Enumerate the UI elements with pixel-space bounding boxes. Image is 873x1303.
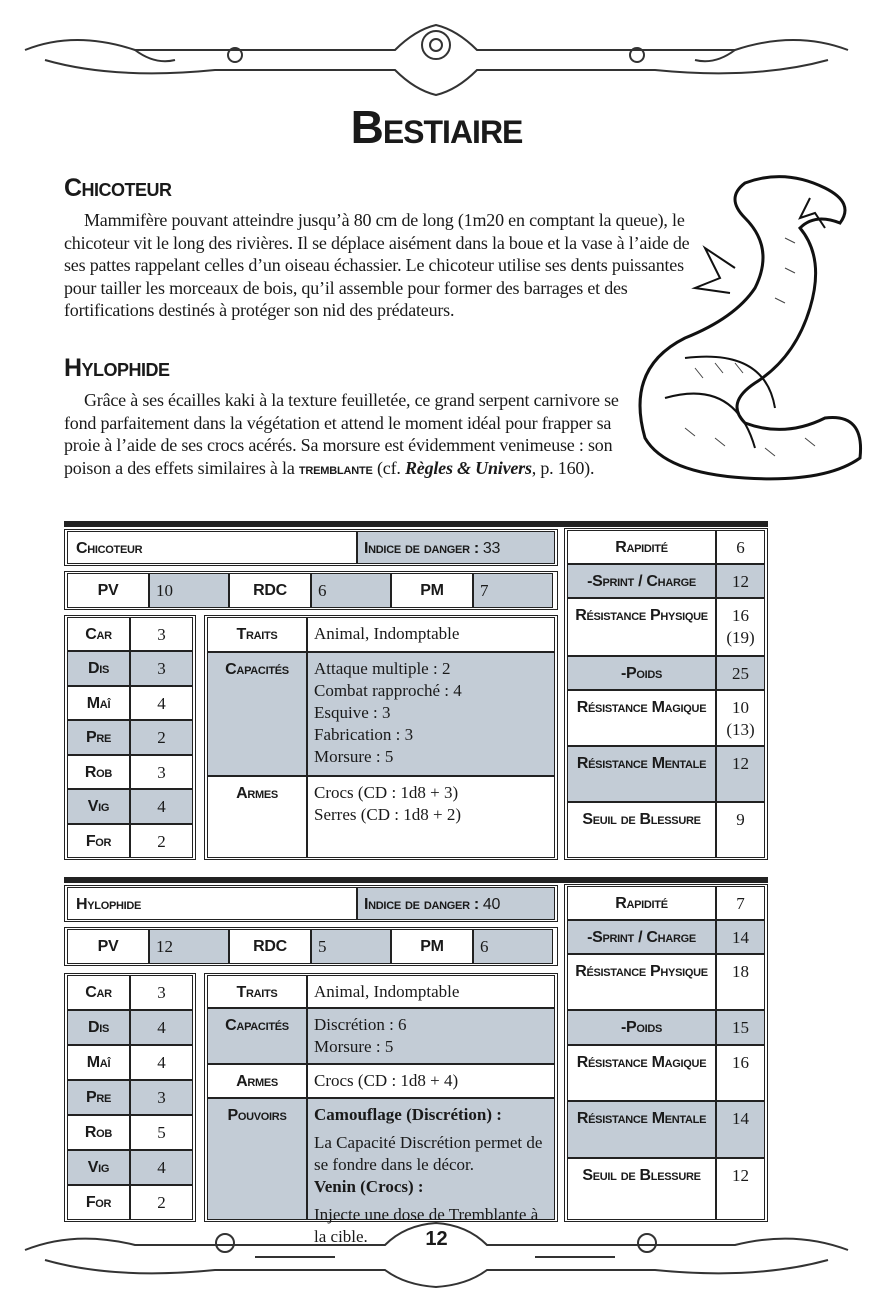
creature-name: Chicoteur: [76, 540, 143, 557]
trait-line: Attaque multiple : 2: [314, 659, 451, 678]
secondary-stat-value: 7: [736, 894, 745, 913]
attribute-value-cell: [130, 1185, 193, 1220]
secondary-stat-label-cell: [567, 746, 716, 802]
pm-value: 6: [480, 937, 489, 956]
attribute-label-cell: [67, 1185, 130, 1220]
attribute-label: Pre: [85, 729, 112, 747]
secondary-stat-value-cell: [716, 1045, 765, 1101]
trait-label-cell: [207, 617, 307, 652]
attribute-label: Pre: [85, 1089, 112, 1106]
attribute-label: Rob: [84, 763, 113, 781]
attribute-label: Maî: [86, 694, 111, 712]
attribute-value-cell: [130, 617, 193, 651]
trait-label-cell: [207, 1098, 307, 1220]
danger-label: Indice de danger :: [364, 896, 479, 913]
rdc-value-cell: [311, 573, 391, 608]
secondary-stat-value: 16 (19): [726, 606, 755, 647]
secondary-stat-label: Résistance Physique: [575, 963, 708, 980]
secondary-stat-value-cell: [716, 1158, 765, 1220]
trait-line: Discrétion : 6: [314, 1015, 407, 1034]
pm-value-cell: [473, 929, 553, 964]
pv-label: PV: [97, 582, 119, 599]
power-name: Camouflage (Discrétion) :: [314, 1105, 502, 1124]
attribute-label-cell: [67, 975, 130, 1010]
rdc-label-cell: [229, 929, 311, 964]
trait-line: Fabrication : 3: [314, 725, 414, 744]
secondary-stat-label-cell: [567, 1045, 716, 1101]
attribute-label-cell: [67, 1045, 130, 1080]
secondary-stat-value: 25: [732, 664, 749, 683]
pv-label-cell: [67, 573, 149, 608]
trait-label: Capacités: [225, 1017, 289, 1034]
attribute-value: 3: [157, 625, 166, 644]
trait-line: Animal, Indomptable: [314, 982, 460, 1001]
secondary-stat-value: 12: [732, 572, 749, 591]
attribute-label: Car: [85, 984, 112, 1001]
pm-label-cell: [391, 573, 473, 608]
attribute-value: 3: [157, 983, 166, 1002]
attribute-label-cell: [67, 1115, 130, 1150]
keyword-tremblante: tremblante: [298, 460, 373, 478]
desc-text: Grâce à ses écailles kaki à la texture feuilletée, ce grand serpent carnivore se fond parfaitement dans la végétation et attend le moment idéal pour frapper sa proie à l’aide de ses crocs acérés. Sa morsure est évidemment venimeuse : son poison a des effets similaires à la: [64, 390, 619, 478]
secondary-stat-label: Résistance Magique: [576, 1054, 707, 1071]
creature-name: Hylophide: [76, 896, 142, 913]
secondary-stat-label: Rapidité: [615, 895, 668, 912]
attribute-label-cell: [67, 720, 130, 754]
attribute-label-cell: [67, 686, 130, 720]
trait-line: Serres (CD : 1d8 + 2): [314, 805, 461, 824]
secondary-stat-value: 18: [732, 962, 749, 981]
secondary-stat-value-cell: [716, 690, 765, 746]
secondary-stat-label: Résistance Magique: [576, 699, 707, 716]
secondary-stat-label-cell: [567, 1101, 716, 1158]
rdc-value: 6: [318, 581, 327, 600]
attribute-label-cell: [67, 1080, 130, 1115]
power-entry: [314, 1104, 554, 1176]
secondary-stat-value-cell: [716, 1101, 765, 1158]
pv-value: 10: [156, 581, 173, 600]
attribute-value-cell: [130, 1010, 193, 1045]
trait-values: [314, 1009, 407, 1058]
page-title: Bestiaire: [350, 101, 523, 153]
trait-label: Traits: [236, 626, 278, 643]
trait-value-cell: [307, 975, 555, 1008]
trait-label: Armes: [236, 1073, 278, 1090]
snake-illustration: [625, 168, 870, 486]
attribute-label-cell: [67, 824, 130, 858]
power-description: Injecte une dose de Tremblante à la cible.: [314, 1205, 539, 1246]
secondary-stat-value: 12: [732, 754, 749, 773]
trait-label: Capacités: [225, 661, 289, 678]
attribute-label-cell: [67, 1150, 130, 1185]
secondary-stat-label-cell: [567, 954, 716, 1010]
secondary-stat-value: 16: [732, 1053, 749, 1072]
pv-value-cell: [149, 573, 229, 608]
trait-line: Crocs (CD : 1d8 + 4): [314, 1071, 459, 1090]
trait-line: Morsure : 5: [314, 1037, 394, 1056]
trait-label: Traits: [236, 984, 278, 1001]
power-description: La Capacité Discrétion permet de se fondre dans le décor.: [314, 1133, 543, 1174]
secondary-stat-value: 10 (13): [726, 698, 755, 739]
secondary-stat-value: 15: [732, 1018, 749, 1037]
attribute-value-cell: [130, 1115, 193, 1150]
trait-value-cell: [307, 617, 555, 652]
attribute-value: 2: [157, 1193, 166, 1212]
attribute-label: Car: [85, 626, 112, 643]
attribute-value: 2: [157, 728, 166, 748]
secondary-stat-value-cell: [716, 802, 765, 858]
secondary-stat-value-cell: [716, 886, 765, 920]
secondary-stat-value-cell: [716, 920, 765, 954]
trait-label-cell: [207, 1008, 307, 1064]
attribute-label-cell: [67, 617, 130, 651]
attribute-label: Dis: [87, 660, 110, 678]
secondary-stat-value-cell: [716, 530, 765, 564]
attribute-label-cell: [67, 651, 130, 685]
secondary-stat-label-cell: [567, 886, 716, 920]
secondary-stat-label: Résistance Physique: [575, 607, 708, 624]
secondary-stat-label: Seuil de Blessure: [582, 811, 701, 828]
creature-name-cell: [67, 531, 357, 564]
top-ornament: [15, 10, 858, 100]
secondary-stat-label-cell: [567, 1158, 716, 1220]
secondary-stat-label-cell: [567, 564, 716, 598]
secondary-stat-label-cell: [567, 530, 716, 564]
section-heading-hylophide: Hylophide: [64, 354, 170, 382]
secondary-stat-label-cell: [567, 598, 716, 656]
danger-value: 40: [482, 896, 501, 913]
power-entry: [314, 1176, 554, 1248]
danger-index-cell: [357, 531, 555, 564]
pm-value-cell: [473, 573, 553, 608]
trait-line: Combat rapproché : 4: [314, 681, 462, 700]
attribute-value-cell: [130, 755, 193, 789]
attribute-label-cell: [67, 755, 130, 789]
trait-line: Esquive : 3: [314, 703, 391, 722]
secondary-stat-label-cell: [567, 802, 716, 858]
attribute-label-cell: [67, 789, 130, 823]
trait-label-cell: [207, 652, 307, 776]
trait-label: Armes: [236, 785, 278, 802]
stat-block-top-bar: [64, 521, 768, 527]
creature-name-cell: [67, 887, 357, 920]
secondary-stat-value: 14: [732, 1109, 749, 1128]
attribute-value: 5: [157, 1123, 166, 1142]
rdc-value-cell: [311, 929, 391, 964]
trait-values: [314, 976, 459, 1003]
secondary-stat-value: 6: [736, 538, 745, 557]
secondary-stat-label-cell: [567, 920, 716, 954]
danger-value: 33: [482, 540, 501, 557]
danger-label: Indice de danger :: [364, 540, 479, 557]
attribute-value-cell: [130, 824, 193, 858]
attribute-value-cell: [130, 1080, 193, 1115]
attribute-label: For: [85, 832, 112, 850]
desc-text: , p. 160).: [531, 457, 595, 478]
page-number: 12: [425, 1228, 448, 1250]
secondary-stat-value-cell: [716, 656, 765, 690]
attribute-value-cell: [130, 686, 193, 720]
pm-value: 7: [480, 581, 489, 600]
secondary-stat-label: -Poids: [620, 1019, 663, 1036]
attribute-label-cell: [67, 1010, 130, 1045]
attribute-value: 4: [157, 693, 166, 713]
secondary-stat-label: -Sprint / Charge: [587, 929, 696, 946]
pm-label: PM: [420, 938, 444, 955]
attribute-label: Dis: [87, 1019, 110, 1036]
attribute-label: For: [85, 1194, 112, 1211]
trait-values: [314, 653, 462, 768]
secondary-stat-label-cell: [567, 690, 716, 746]
trait-values: [314, 1099, 554, 1248]
trait-values: [314, 777, 461, 826]
trait-value-cell: [307, 776, 555, 858]
chicoteur-description: Mammifère pouvant atteindre jusqu’à 80 cm de long (1m20 en comptant la queue), le chicoteur vit le long des rivières. Il se déplace aisément dans la boue et la vase à l’aide de ses pattes rappelant celles d’un oiseau échassier. Le chicoteur utilise ses dents puissantes pour tailler les morceaux de bois, qu’il assemble pour former des barrages et des fortifications destinés à protéger son nid des prédateurs.: [64, 210, 690, 320]
secondary-stat-label: -Poids: [620, 665, 663, 682]
secondary-stat-label-cell: [567, 656, 716, 690]
attribute-value-cell: [130, 789, 193, 823]
pv-label-cell: [67, 929, 149, 964]
attribute-value-cell: [130, 651, 193, 685]
secondary-stat-value: 9: [736, 810, 745, 829]
rdc-label: RDC: [253, 938, 287, 955]
attribute-value: 2: [157, 831, 166, 851]
attribute-value: 3: [157, 1088, 166, 1107]
danger-index-cell: [357, 887, 555, 920]
secondary-stat-value-cell: [716, 1010, 765, 1045]
attribute-value: 4: [157, 1158, 166, 1177]
secondary-stat-label: Seuil de Blessure: [582, 1167, 701, 1184]
secondary-stat-value: 12: [732, 1166, 749, 1185]
trait-line: Animal, Indomptable: [314, 624, 460, 643]
attribute-label: Rob: [84, 1124, 113, 1141]
trait-label-cell: [207, 776, 307, 858]
rdc-label: RDC: [253, 582, 287, 599]
trait-value-cell: [307, 1064, 555, 1098]
pm-label: PM: [420, 582, 444, 599]
secondary-stat-value-cell: [716, 954, 765, 1010]
trait-value-cell: [307, 1008, 555, 1064]
attribute-value-cell: [130, 1045, 193, 1080]
secondary-stat-label-cell: [567, 1010, 716, 1045]
secondary-stat-value-cell: [716, 598, 765, 656]
section-heading-chicoteur: Chicoteur: [64, 174, 172, 202]
trait-label-cell: [207, 1064, 307, 1098]
desc-text: (cf.: [372, 457, 405, 478]
trait-line: Morsure : 5: [314, 747, 394, 766]
secondary-stat-value: 14: [732, 928, 749, 947]
pm-label-cell: [391, 929, 473, 964]
rdc-label-cell: [229, 573, 311, 608]
secondary-stat-label: -Sprint / Charge: [587, 573, 696, 590]
trait-value-cell: [307, 652, 555, 776]
attribute-label: Vig: [87, 1159, 110, 1176]
pv-value-cell: [149, 929, 229, 964]
secondary-stat-label: Résistance Mentale: [576, 1110, 707, 1127]
attribute-value-cell: [130, 720, 193, 754]
power-name: Venin (Crocs) :: [314, 1177, 424, 1196]
stat-block-top-bar: [64, 877, 768, 883]
trait-values: [314, 618, 459, 645]
secondary-stat-value-cell: [716, 746, 765, 802]
attribute-value-cell: [130, 1150, 193, 1185]
attribute-value: 4: [157, 797, 166, 817]
secondary-stat-label: Rapidité: [615, 539, 668, 556]
attribute-value-cell: [130, 975, 193, 1010]
secondary-stat-label: Résistance Mentale: [576, 755, 707, 772]
trait-label-cell: [207, 975, 307, 1008]
attribute-value: 4: [157, 1018, 166, 1037]
attribute-value: 3: [157, 762, 166, 782]
attribute-label: Maî: [86, 1054, 111, 1071]
trait-values: [314, 1065, 458, 1092]
trait-label: Pouvoirs: [227, 1107, 287, 1124]
hylophide-description: [64, 389, 624, 481]
secondary-stat-value-cell: [716, 564, 765, 598]
book-reference: Règles & Univers: [404, 457, 532, 478]
attribute-value: 3: [157, 659, 166, 679]
attribute-label: Vig: [87, 798, 110, 816]
trait-line: Crocs (CD : 1d8 + 3): [314, 783, 459, 802]
pv-value: 12: [156, 937, 173, 956]
pv-label: PV: [97, 938, 119, 955]
attribute-value: 4: [157, 1053, 166, 1072]
rdc-value: 5: [318, 937, 327, 956]
